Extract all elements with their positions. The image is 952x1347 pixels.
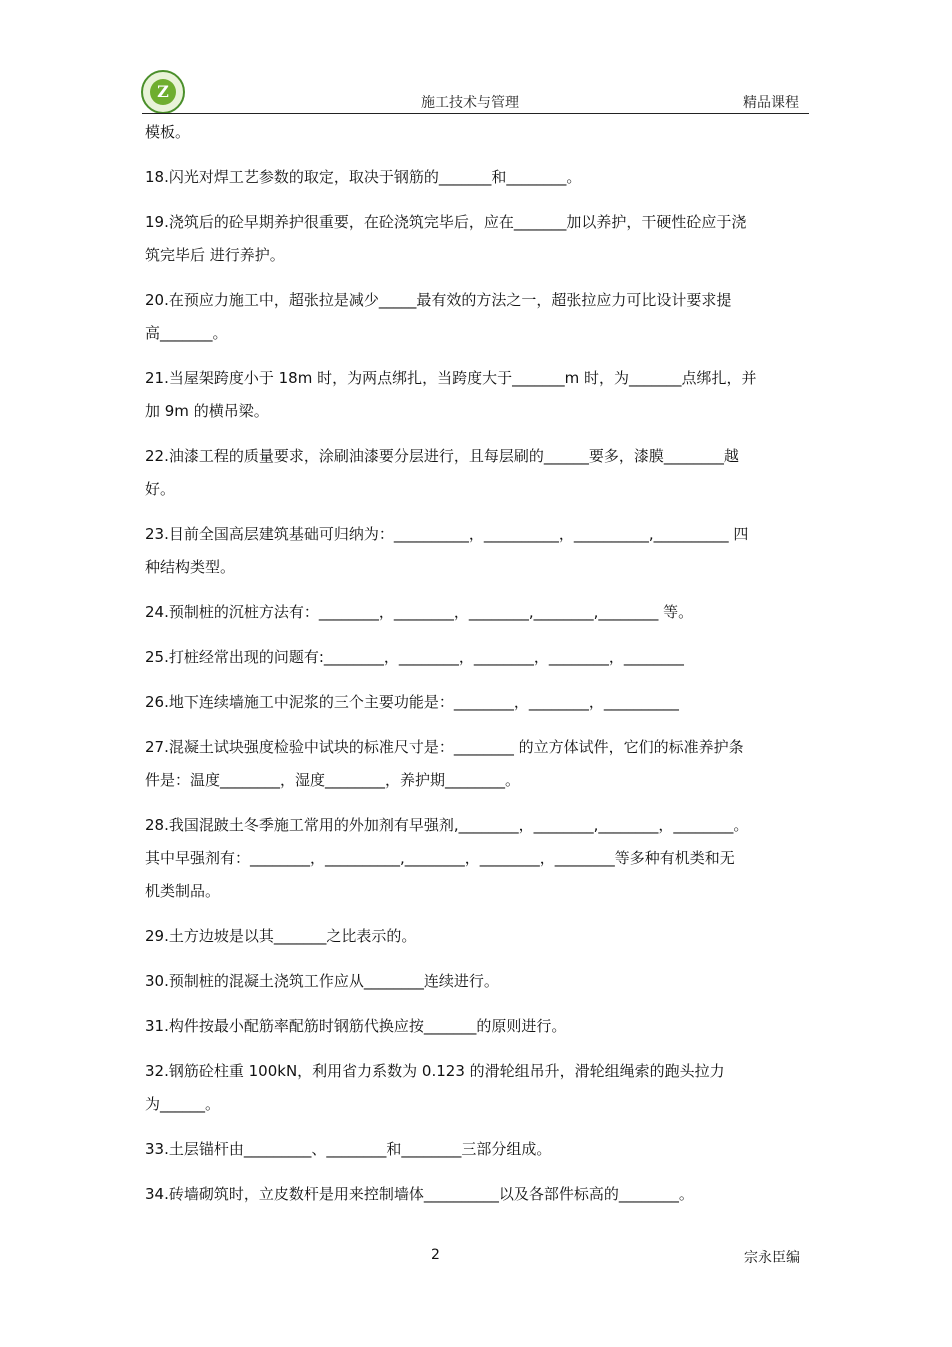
- question-29: 29.土方边坡是以其_______之比表示的。: [145, 927, 417, 945]
- question-list: [145, 116, 808, 1223]
- question-30: 30.预制桩的混凝土浇筑工作应从________连续进行。: [145, 972, 499, 990]
- footer-author: 宗永臣编: [744, 1250, 800, 1266]
- question-20: 20.在预应力施工中，超张拉是减少_____最有效的方法之一，超张拉应力可比设计要求提 高_______。: [145, 291, 732, 342]
- school-emblem-icon: Z: [141, 70, 185, 114]
- question-19: 19.浇筑后的砼早期养护很重要，在砼浇筑完毕后，应在_______加以养护，干硬性砼应于浇 筑完毕后 进行养护。: [145, 213, 747, 264]
- question-18: 18.闪光对焊工艺参数的取定，取决于钢筋的_______和________。: [145, 168, 582, 186]
- header-title: 施工技术与管理: [421, 95, 519, 111]
- question-33: 33.土层锚杆由_________、________和________三部分组成。: [145, 1140, 552, 1158]
- question-23: 23.目前全国高层建筑基础可归纳为：__________，__________，__________,__________ 四 种结构类型。: [145, 525, 749, 576]
- header-divider: [142, 113, 809, 114]
- question-24: 24.预制桩的沉桩方法有：________，________，________,________,________ 等。: [145, 603, 694, 621]
- question-31: 31.构件按最小配筋率配筋时钢筋代换应按_______的原则进行。: [145, 1017, 567, 1035]
- question-32: 32.钢筋砼柱重 100kN，利用省力系数为 0.123 的滑轮组吊升，滑轮组绳索的跑头拉力 为______。: [145, 1062, 725, 1113]
- question-28: 28.我国混跛土冬季施工常用的外加剂有早强剂,________，________,________，________。 其中早强剂有：________，__________,________，________，________等多种有机类和无 机类制品。: [145, 816, 749, 900]
- continued-text: 模板。: [145, 123, 191, 141]
- question-26: 26.地下连续墙施工中泥浆的三个主要功能是：________，________，__________: [145, 693, 679, 711]
- page-number: 2: [431, 1247, 440, 1263]
- question-27: 27.混凝土试块强度检验中试块的标准尺寸是：________ 的立方体试件，它们的标准养护条 件是：温度________，湿度________，养护期________。: [145, 738, 744, 789]
- question-25: 25.打桩经常出现的问题有:________，________，________，________，________: [145, 648, 684, 666]
- header-right-label: 精品课程: [743, 95, 799, 111]
- question-22: 22.油漆工程的质量要求，涂刷油漆要分层进行，且每层刷的______要多，漆膜________越 好。: [145, 447, 739, 498]
- question-21: 21.当屋架跨度小于 18m 时，为两点绑扎，当跨度大于_______m 时，为_______点绑扎，并 加 9m 的横吊梁。: [145, 369, 757, 420]
- question-34: 34.砖墙砌筑时，立皮数杆是用来控制墙体__________以及各部件标高的________。: [145, 1185, 694, 1203]
